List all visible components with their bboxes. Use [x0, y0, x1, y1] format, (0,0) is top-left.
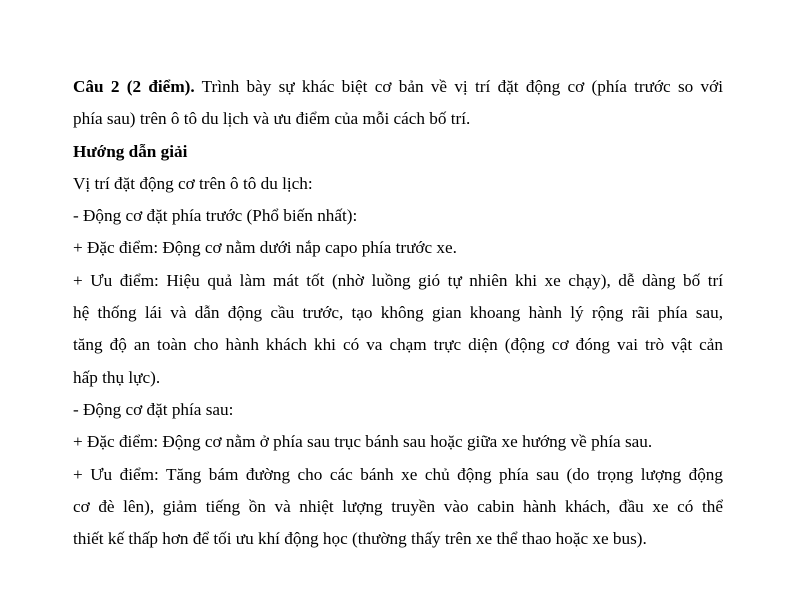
front-engine-advantage-line-3: tăng độ an toàn cho hành khách khi có va chạm trực diện (động cơ đóng vai trò vật cản — [73, 335, 723, 355]
front-engine-title: - Động cơ đặt phía trước (Phổ biến nhất): — [73, 206, 358, 226]
rear-engine-feature: + Đặc điểm: Động cơ nằm ở phía sau trục bánh sau hoặc giữa xe hướng về phía sau. — [73, 432, 653, 452]
answer-heading: Hướng dẫn giải — [73, 141, 188, 161]
front-engine-advantage-line-1: + Ưu điểm: Hiệu quả làm mát tốt (nhờ luồng gió tự nhiên khi xe chạy), dễ dàng bố trí — [73, 270, 723, 290]
rear-engine-advantage-line-3: thiết kế thấp hơn để tối ưu khí động học (thường thấy trên xe thể thao hoặc xe bus). — [73, 529, 647, 549]
document-body — [73, 71, 723, 555]
front-engine-advantage-line-4: hấp thụ lực). — [73, 367, 161, 387]
answer-intro: Vị trí đặt động cơ trên ô tô du lịch: — [73, 173, 313, 193]
question-line-1 — [73, 71, 723, 103]
rear-engine-advantage-line-2: cơ đè lên), giảm tiếng ồn và nhiệt lượng truyền vào cabin hành khách, đầu xe có thể — [73, 496, 723, 516]
question-line-2: phía sau) trên ô tô du lịch và ưu điểm của mỗi cách bố trí. — [73, 109, 471, 129]
rear-engine-title: - Động cơ đặt phía sau: — [73, 399, 234, 419]
front-engine-advantage-line-2: hệ thống lái và dẫn động cầu trước, tạo không gian khoang hành lý rộng rãi phía sau, — [73, 303, 723, 323]
front-engine-feature: + Đặc điểm: Động cơ nằm dưới nắp capo phía trước xe. — [73, 238, 457, 258]
question-label: Câu 2 (2 điểm). — [73, 77, 195, 96]
rear-engine-advantage-line-1: + Ưu điểm: Tăng bám đường cho các bánh xe chủ động phía sau (do trọng lượng động — [73, 464, 723, 484]
question-text-1: Trình bày sự khác biệt cơ bản về vị trí đặt động cơ (phía trước so với — [194, 77, 723, 96]
